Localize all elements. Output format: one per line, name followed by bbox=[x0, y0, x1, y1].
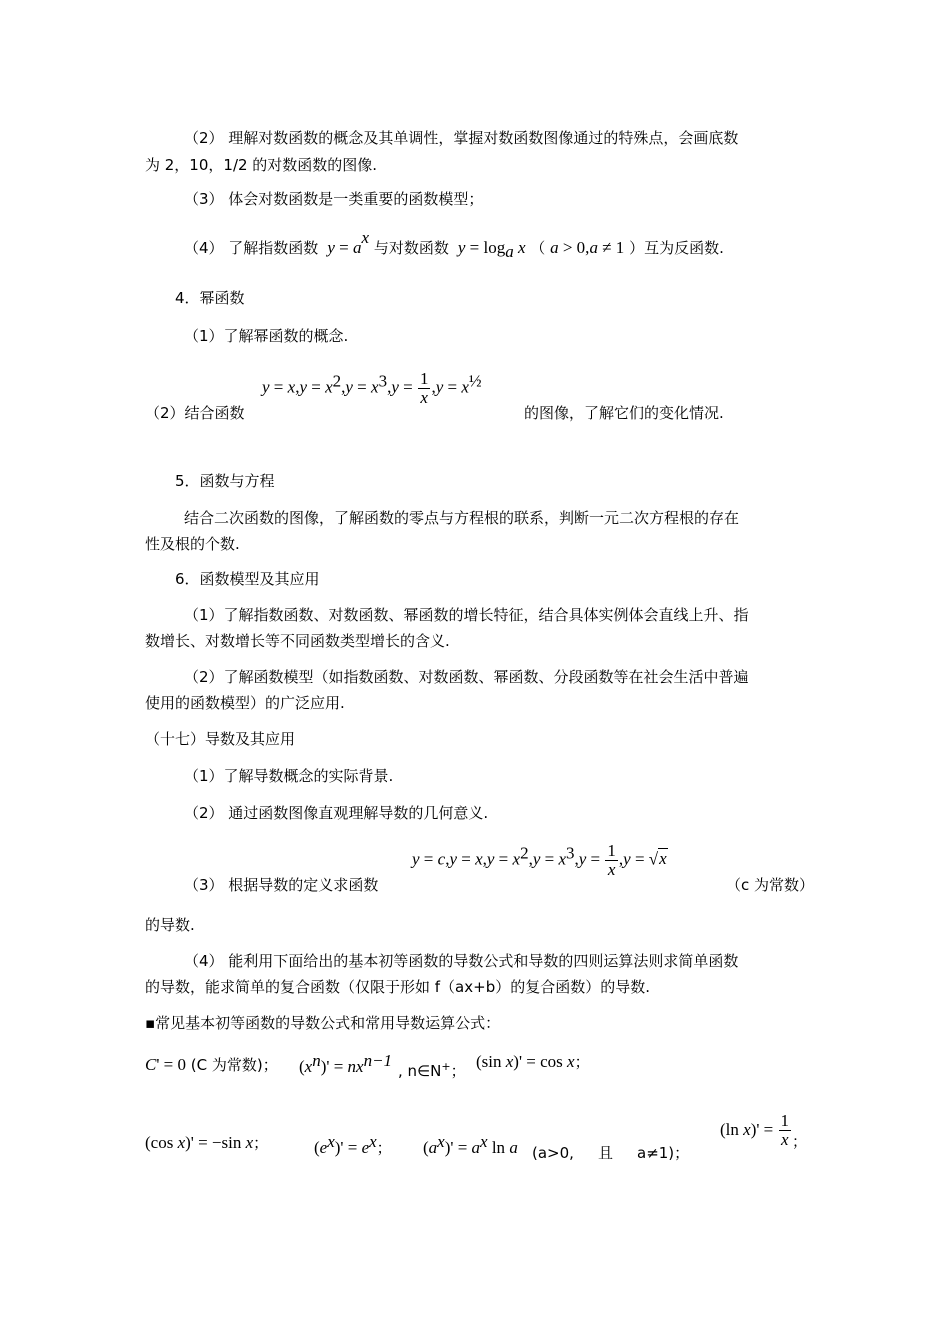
formula-exp-function: y bbox=[323, 238, 335, 257]
text-s4-p2-a: （2）结合函数 bbox=[145, 404, 245, 422]
formula-power-derivative: $(x^n)' = nx^{n-1}$ bbox=[299, 1051, 393, 1076]
formula-log-function: y bbox=[453, 238, 466, 257]
formula-const-derivative: C bbox=[145, 1055, 157, 1074]
text-p4-a: （4） 了解指数函数 bbox=[184, 239, 319, 257]
text-n-note: , n∈N+； bbox=[398, 1060, 466, 1080]
text-p2-line1: （2） 理解对数函数的概念及其单调性，掌握对数函数图像通过的特殊点，会画底数 bbox=[184, 129, 739, 147]
text-s17-p2: （2） 通过函数图像直观理解导数的几何意义. bbox=[184, 804, 489, 822]
text-s5-line2: 性及根的个数. bbox=[145, 535, 240, 553]
text-s4-p2-b: 的图像，了解它们的变化情况. bbox=[524, 404, 724, 422]
text-s17-p3-line2: 的导数. bbox=[145, 916, 195, 934]
text-p4-c: （ bbox=[530, 239, 546, 257]
text-p4: （4） 了解指数函数 $y = a^x$ 与对数函数 $y = \log_a x$ （ a > 0,a ≠ 1 ）互为反函数. bbox=[184, 228, 724, 261]
formula-row-1: C' = 0 (C 为常数)； bbox=[145, 1055, 278, 1074]
text-p4-b: 与对数函数 bbox=[373, 239, 449, 257]
text-s17-p4-line2: 的导数，能求简单的复合函数（仅限于形如 f（ax+b）的复合函数）的导数. bbox=[145, 978, 650, 996]
text-a-note: (a>0, bbox=[532, 1144, 574, 1162]
formula-sin-derivative: (sin x)' = cos x； bbox=[476, 1052, 590, 1071]
formula-ln-derivative: (ln x)' = $\frac{1}{x}$ ； bbox=[720, 1111, 808, 1151]
text-s17-p1: （1）了解导数概念的实际背景. bbox=[184, 767, 394, 785]
formula-ax-derivative: $(a^x)' = a^x$ ln a bbox=[423, 1132, 518, 1157]
formula-base-condition: a bbox=[550, 238, 559, 257]
formula-exp-derivative: $(e^x)' = e^x$； bbox=[314, 1132, 392, 1157]
text-p2-line2: 为 2，10，1/2 的对数函数的图像. bbox=[145, 156, 378, 174]
text-s17-p3-b: （c 为常数） bbox=[726, 876, 815, 894]
text-s6-p1-line1: （1）了解指数函数、对数函数、幂函数的增长特征，结合具体实例体会直线上升、指 bbox=[184, 606, 749, 624]
section-title-power-functions: 4．幂函数 bbox=[175, 289, 245, 307]
formula-cos-derivative: (cos x)' = −sin x； bbox=[145, 1133, 269, 1152]
text-s6-p2-line1: （2）了解函数模型（如指数函数、对数函数、幂函数、分段函数等在社会生活中普遍 bbox=[184, 668, 749, 686]
formula-power-functions: $y = x,y = x^2,y = x^3,y$ = $\frac{1}{x}$ $,y = x^{\frac{1}{2}}$ bbox=[262, 369, 482, 407]
text-s6-p1-line2: 数增长、对数增长等不同函数类型增长的含义. bbox=[145, 632, 450, 650]
text-s4-p1: （1）了解幂函数的概念. bbox=[184, 327, 349, 345]
text-p4-d: ）互为反函数. bbox=[629, 239, 724, 257]
formula-basic-functions: $y = c,y = x,y = x^2,y = x^3,y$ = $\frac{1}{x}$ ,y = √x bbox=[412, 841, 667, 879]
text-s17-p3-a: （3） 根据导数的定义求函数 bbox=[184, 876, 379, 894]
text-a-and: 且 bbox=[598, 1144, 614, 1162]
text-const-note: (C 为常数)； bbox=[190, 1056, 278, 1074]
text-s6-p2-line2: 使用的函数模型）的广泛应用. bbox=[145, 694, 345, 712]
text-a-end: a≠1)； bbox=[637, 1144, 690, 1162]
section-title-derivatives: （十七）导数及其应用 bbox=[145, 730, 296, 748]
text-s17-p4-line1: （4） 能利用下面给出的基本初等函数的导数公式和导数的四则运算法则求简单函数 bbox=[184, 952, 739, 970]
section-title-function-models: 6．函数模型及其应用 bbox=[175, 570, 320, 588]
text-p3: （3） 体会对数函数是一类重要的函数模型； bbox=[184, 190, 484, 208]
text-bullet-derivative-formulas: ▪常见基本初等函数的导数公式和常用导数运算公式： bbox=[145, 1014, 501, 1032]
text-s5-line1: 结合二次函数的图像，了解函数的零点与方程根的联系，判断一元二次方程根的存在 bbox=[184, 509, 740, 527]
section-title-function-equation: 5．函数与方程 bbox=[175, 472, 275, 490]
